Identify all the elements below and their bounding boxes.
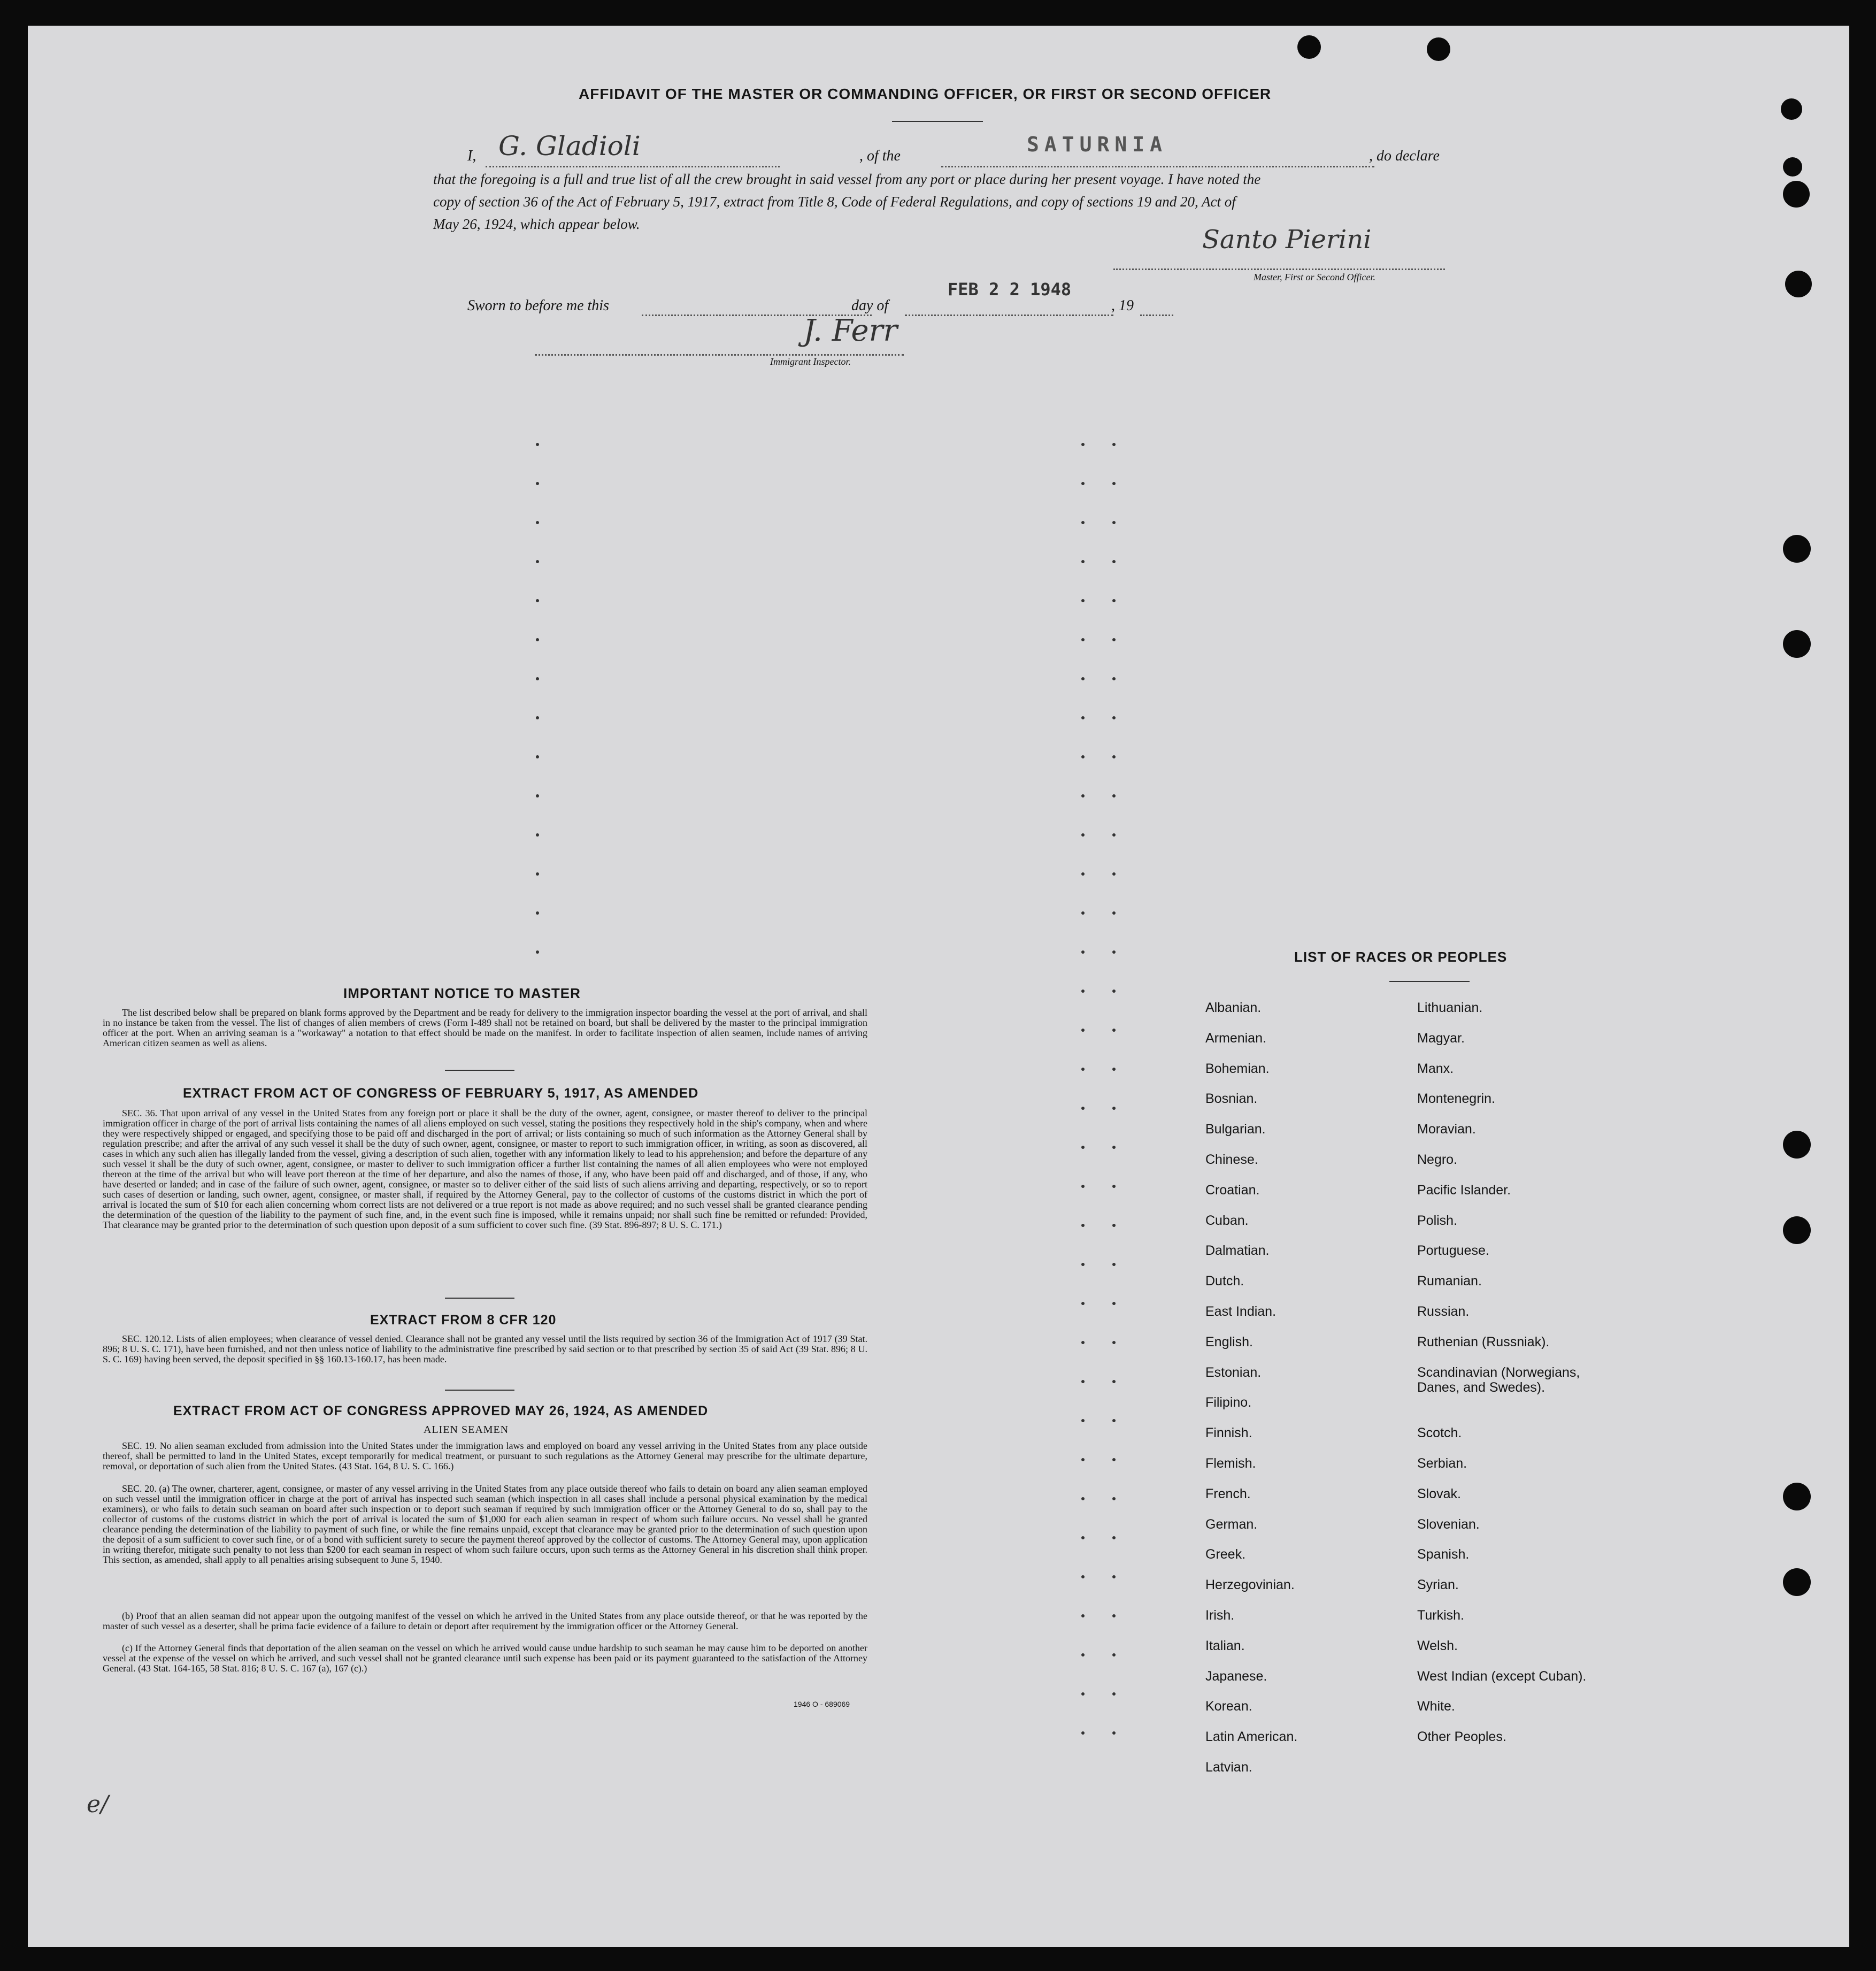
extract-1924-sec20b: (b) Proof that an alien seaman did not appear upon the outgoing manifest of the vessel on which he arrived in the United States from any place outside thereof, or that he was reported by the master of such vessel as a deserter, shall be prima facie evidence of a failure to detain or deport after requirement by the immigration officer or the Attorney General. — [103, 1610, 867, 1631]
year-suffix: , 19 — [1111, 297, 1134, 314]
bleed-dot — [1112, 716, 1116, 719]
race-item: Greek. — [1205, 1547, 1246, 1562]
bleed-dot — [1081, 1068, 1085, 1071]
race-item: Montenegrin. — [1417, 1091, 1495, 1106]
bleed-dot — [1081, 1575, 1085, 1578]
race-item: Dalmatian. — [1205, 1243, 1270, 1258]
race-item: Estonian. — [1205, 1365, 1262, 1380]
bleed-dot — [536, 560, 539, 563]
bleed-dot — [1081, 1731, 1085, 1735]
race-item: Welsh. — [1417, 1638, 1458, 1653]
affidavit-line-2: that the foregoing is a full and true list of all the crew brought in said vessel from any port or place during her present voyage. I have noted the — [433, 171, 1261, 187]
race-item: Filipino. — [1205, 1395, 1252, 1410]
year-line — [1140, 315, 1173, 316]
race-item: Cuban. — [1205, 1213, 1249, 1228]
master-caption: Master, First or Second Officer. — [1254, 272, 1375, 282]
bleed-dot — [1112, 1575, 1116, 1578]
race-item: Bohemian. — [1205, 1061, 1270, 1076]
bleed-dot — [1081, 1692, 1085, 1696]
bleed-dot — [536, 638, 539, 641]
bleed-dot — [1112, 1497, 1116, 1500]
bleed-dot — [1081, 1185, 1085, 1188]
bleed-dot — [1112, 482, 1116, 485]
bleed-dot — [1081, 872, 1085, 876]
race-item: Ruthenian (Russniak). — [1417, 1335, 1550, 1349]
race-item: Spanish. — [1417, 1547, 1470, 1562]
bleed-dot — [1081, 638, 1085, 641]
bleed-dot — [1112, 1458, 1116, 1461]
master-signature-line — [1113, 269, 1445, 270]
race-item: Herzegovinian. — [1205, 1577, 1295, 1592]
date-stamp: FEB 2 2 1948 — [948, 279, 1072, 300]
bleed-dot — [1081, 990, 1085, 993]
race-item: Pacific Islander. — [1417, 1183, 1511, 1198]
document-page — [28, 26, 1849, 1947]
bleed-dot — [1112, 677, 1116, 680]
bleed-dot — [1081, 677, 1085, 680]
margin-mark: e/ — [87, 1791, 109, 1818]
bleed-dot — [1112, 1341, 1116, 1344]
race-item: Turkish. — [1417, 1608, 1464, 1623]
affidavit-i-label: I, — [467, 148, 476, 164]
race-item: East Indian. — [1205, 1304, 1277, 1319]
bleed-dot — [1112, 872, 1116, 876]
bleed-dot — [536, 521, 539, 524]
affidavit-title: AFFIDAVIT OF THE MASTER OR COMMANDING OFFICER, OR FIRST OR SECOND OFFICER — [579, 86, 1272, 102]
bleed-dot — [1112, 521, 1116, 524]
race-item: Russian. — [1417, 1304, 1470, 1319]
alien-seamen-subtitle: ALIEN SEAMEN — [424, 1424, 509, 1436]
race-item: English. — [1205, 1335, 1253, 1349]
race-item: Scotch. — [1417, 1425, 1462, 1440]
bleed-dot — [536, 872, 539, 876]
bleed-dot — [1112, 1107, 1116, 1110]
bleed-dot — [1081, 1263, 1085, 1266]
of-the-label: , of the — [859, 148, 901, 164]
bleed-dot — [1081, 1146, 1085, 1149]
bleed-dot — [1112, 1146, 1116, 1149]
punch-hole — [1427, 37, 1450, 61]
extract-cfr-body: SEC. 120.12. Lists of alien employees; when clearance of vessel denied. Clearance shall not be granted any vessel until the lists required by section 36 of the Immigration Act of 1917 (39 Stat. 896; 8 U. S. C. 171), have been furnished, and not then unless notice of liability to the administrative fine prescribed by said section or to that prescribed by section 35 of said Act (39 Stat. 896; 8 U. S. C. 169) having been served, the deposit specified in §§ 160.13-160.17, has been made. — [103, 1333, 867, 1364]
race-item: Japanese. — [1205, 1669, 1267, 1684]
race-item: Dutch. — [1205, 1274, 1244, 1289]
bleed-dot — [1112, 599, 1116, 602]
bleed-dot — [1112, 1380, 1116, 1383]
race-item: Magyar. — [1417, 1031, 1465, 1046]
bleed-dot — [1081, 755, 1085, 758]
bleed-dot — [1112, 755, 1116, 758]
officer-name-handwritten: G. Gladioli — [498, 131, 641, 162]
extract-1924-sec20c: (c) If the Attorney General finds that deportation of the alien seaman on the vessel on which he arrived would cause undue hardship to such seaman he may cause him to be deported on another vessel at the expense of the vessel on which he arrived, and such vessel shall not be granted clearance until such expense has been paid or its payment guaranteed to the satisfaction of the Attorney General. (43 Stat. 164-165, 58 Stat. 816; 8 U. S. C. 167 (a), 167 (c).) — [103, 1643, 867, 1674]
bleed-dot — [1112, 1068, 1116, 1071]
bleed-dot — [1081, 950, 1085, 954]
bleed-dot — [1081, 1536, 1085, 1539]
race-item: Latin American. — [1205, 1729, 1298, 1744]
bleed-dot — [1112, 1029, 1116, 1032]
race-item: Other Peoples. — [1417, 1729, 1506, 1744]
bleed-dot — [1112, 1185, 1116, 1188]
race-item: Latvian. — [1205, 1760, 1252, 1775]
extract-1917-title: EXTRACT FROM ACT OF CONGRESS OF FEBRUARY 5, 1917, AS AMENDED — [183, 1086, 699, 1101]
name-line — [486, 166, 780, 167]
bleed-dot — [1081, 482, 1085, 485]
extract-1924-sec20a: SEC. 20. (a) The owner, charterer, agent, consignee, or master of any vessel arriving in the United States from any place outside thereof who fails to detain on board any alien seaman employed on such vessel until the immigration officer in charge at the port of arrival has inspected such seaman (which inspection in all cases shall include a personal physical examination by the medical examiners), or who fails to detain such seaman on board after such inspection or to deport such seaman if required by such immigration officer or the Attorney General to do so, shall pay to the collector of customs of the customs district in which the port of arrival is located the sum of $1,000 for each alien seaman in respect of whom such failure occurs. No vessel shall be granted clearance pending the determination of the liability to payment of such fine, or while the fine remains unpaid, except that clearance may be granted prior to the determination of such question upon the deposit of a sum sufficient to cover such fine, or of a bond with sufficient surety to secure the payment thereof approved by the collector of customs. The Attorney General may, upon application in writing therefor, mitigate such penalty to not less than $200 for each seaman in respect of whom such failure occurs, upon such terms as the Attorney General in his discretion shall think proper. This section, as amended, shall apply to all penalties arising subsequent to June 5, 1940. — [103, 1483, 867, 1565]
bleed-dot — [1112, 560, 1116, 563]
bleed-dot — [1112, 990, 1116, 993]
race-item: Negro. — [1417, 1152, 1458, 1167]
race-item: Chinese. — [1205, 1152, 1258, 1167]
race-item: Scandinavian (Norwegians, Danes, and Swedes). — [1417, 1365, 1580, 1395]
race-item: Slovak. — [1417, 1486, 1461, 1501]
bleed-dot — [536, 443, 539, 446]
bleed-dot — [536, 482, 539, 485]
bleed-dot — [1081, 1302, 1085, 1305]
bleed-dot — [1081, 521, 1085, 524]
race-item: Bulgarian. — [1205, 1122, 1266, 1137]
bleed-dot — [1081, 833, 1085, 837]
race-item: Finnish. — [1205, 1425, 1252, 1440]
bleed-dot — [1112, 794, 1116, 797]
bleed-dot — [536, 911, 539, 915]
bleed-dot — [1112, 1536, 1116, 1539]
race-item: Bosnian. — [1205, 1091, 1258, 1106]
bleed-dot — [1081, 599, 1085, 602]
race-item: German. — [1205, 1517, 1258, 1532]
race-item: Rumanian. — [1417, 1274, 1482, 1289]
bleed-dot — [1081, 1107, 1085, 1110]
bleed-dot — [1081, 1653, 1085, 1656]
extract-cfr-title: EXTRACT FROM 8 CFR 120 — [370, 1313, 557, 1328]
do-declare-label: , do declare — [1369, 148, 1440, 164]
bleed-dot — [1081, 1458, 1085, 1461]
bleed-dot — [1112, 1653, 1116, 1656]
affidavit-line-3: copy of section 36 of the Act of February 5, 1917, extract from Title 8, Code of Federal Regulations, and copy of sections 19 and 20, Act of — [433, 194, 1236, 210]
bleed-dot — [1081, 911, 1085, 915]
race-item: Serbian. — [1417, 1456, 1467, 1471]
punch-hole — [1781, 98, 1802, 120]
bleed-dot — [1081, 1224, 1085, 1227]
race-item: White. — [1417, 1699, 1455, 1714]
bleed-dot — [1112, 1302, 1116, 1305]
bleed-dot — [536, 599, 539, 602]
bleed-dot — [1081, 443, 1085, 446]
punch-hole — [1783, 1131, 1811, 1159]
bleed-dot — [1112, 950, 1116, 954]
vessel-line — [941, 166, 1374, 167]
bleed-dot — [1081, 560, 1085, 563]
inspector-signature-line — [535, 354, 904, 356]
inspector-signature: J. Ferr — [803, 313, 898, 348]
extract-1917-body: SEC. 36. That upon arrival of any vessel in the United States from any foreign port or place it shall be the duty of the owner, agent, consignee, or master thereof to deliver to the principal immigration officer in charge of the port of arrival lists containing the names of all aliens employed on such vessel, stating the positions they respectively hold in the ship's company, when and where they were respectively shipped or engaged, and specifying those to be paid off and discharged in the port of arrival; or lists containing so much of such information as the Attorney General shall by regulation prescribe; and after the arrival of any such vessel it shall be the duty of such owner, agent, consignee, or master to report to such immigration officer, in writing, as soon as discovered, all cases in which any such alien has illegally landed from the vessel, giving a description of such alien, together with any information likely to lead to his apprehension; and before the departure of any such vessel it shall be the duty of such owner, agent, consignee, or master to deliver to such immigration officer a further list containing the names of all alien employees who were not employed thereon at the time of the arrival but who will leave port thereon at the time of her departure, and also the names of those, if any, who have been paid off and discharged, and of those, if any, who have deserted or landed; and in case of the failure of such owner, agent, consignee, or master so to deliver either of the said lists of such aliens arriving and departing, respectively, or so to report such cases of desertion or landing, such owner, agent, consignee, or master shall, if required by the Attorney General, pay to the collector of customs of the customs district in which the port of arrival is located the sum of $10 for each alien concerning whom correct lists are not delivered or a true report is not made as above required; and no such vessel shall be granted clearance pending the determination of the question of the liability to the payment of such fine, and, in the event such fine is imposed, while it remains unpaid; nor shall such fine be remitted or refunded: Provided, That clearance may be granted prior to the determination of such question upon deposit of a sum sufficient to cover such fine. (39 Stat. 896-897; 8 U. S. C. 171.) — [103, 1108, 867, 1230]
bleed-dot — [1112, 638, 1116, 641]
punch-hole — [1783, 630, 1811, 658]
print-code: 1946 O - 689069 — [794, 1700, 850, 1708]
bleed-dot — [1112, 1692, 1116, 1696]
bleed-dot — [536, 677, 539, 680]
race-item: Italian. — [1205, 1638, 1245, 1653]
sworn-month-line — [905, 315, 1113, 316]
bleed-dot — [1112, 1731, 1116, 1735]
bleed-dot — [1081, 1341, 1085, 1344]
divider — [445, 1390, 514, 1391]
bleed-dot — [1081, 1614, 1085, 1617]
punch-hole — [1783, 1568, 1811, 1596]
bleed-dot — [1112, 443, 1116, 446]
punch-hole — [1783, 1216, 1811, 1244]
bleed-dot — [536, 950, 539, 954]
punch-hole — [1783, 535, 1811, 563]
race-item: Croatian. — [1205, 1183, 1260, 1198]
vessel-name-stamp: SATURNIA — [1027, 133, 1168, 156]
master-signature: Santo Pierini — [1202, 225, 1372, 255]
affidavit-line-4: May 26, 1924, which appear below. — [433, 216, 640, 232]
race-item: Manx. — [1417, 1061, 1454, 1076]
race-item: French. — [1205, 1486, 1251, 1501]
divider — [445, 1070, 514, 1071]
bleed-dot — [536, 716, 539, 719]
punch-hole — [1297, 35, 1321, 59]
bleed-dot — [1112, 1224, 1116, 1227]
notice-body: The list described below shall be prepared on blank forms approved by the Department and be ready for delivery to the immigration inspector boarding the vessel at the port of arrival, and shall in no instance be taken from the vessel. The list of changes of alien members of crews (Form I-489 shall not be retained on board, but shall be delivered by the master to the principal immigration officer at the port. When an arriving seaman is a "workaway" a notation to that effect should be made on the manifest. In order to facilitate inspection of alien seamen, include names of arriving American citizen seamen as well as aliens. — [103, 1007, 867, 1048]
divider — [892, 121, 983, 122]
extract-1924-title: EXTRACT FROM ACT OF CONGRESS APPROVED MAY 26, 1924, AS AMENDED — [173, 1404, 709, 1418]
punch-hole — [1785, 271, 1812, 297]
punch-hole — [1783, 157, 1802, 177]
bleed-dot — [1112, 1419, 1116, 1422]
divider — [445, 1298, 514, 1299]
extract-1924-sec19: SEC. 19. No alien seaman excluded from admission into the United States under the immigration laws and employed on board any vessel arriving in the United States from any place outside thereof, shall be permitted to land in the United States, except temporarily for medical treatment, or pursuant to such regulations as the Attorney General may prescribe for the ultimate departure, removal, or deportation of such alien from the United States. (43 Stat. 164, 8 U. S. C. 166.) — [103, 1440, 867, 1471]
bleed-dot — [1081, 1380, 1085, 1383]
race-item: West Indian (except Cuban). — [1417, 1669, 1587, 1684]
bleed-dot — [1112, 911, 1116, 915]
bleed-dot — [536, 794, 539, 797]
race-item: Moravian. — [1417, 1122, 1476, 1137]
sworn-label: Sworn to before me this — [467, 297, 609, 314]
bleed-dot — [1081, 1419, 1085, 1422]
bleed-dot — [1081, 716, 1085, 719]
bleed-dot — [1112, 833, 1116, 837]
bleed-dot — [536, 755, 539, 758]
race-item: Slovenian. — [1417, 1517, 1480, 1532]
bleed-dot — [1112, 1614, 1116, 1617]
race-item: Korean. — [1205, 1699, 1252, 1714]
punch-hole — [1783, 1483, 1811, 1510]
notice-title: IMPORTANT NOTICE TO MASTER — [343, 985, 581, 1001]
day-of-label: day of — [851, 297, 889, 314]
race-item: Albanian. — [1205, 1000, 1262, 1015]
races-title: LIST OF RACES OR PEOPLES — [1294, 949, 1508, 965]
bleed-dot — [536, 833, 539, 837]
bleed-dot — [1081, 1497, 1085, 1500]
race-item: Polish. — [1417, 1213, 1458, 1228]
divider — [1389, 981, 1470, 982]
bleed-dot — [1081, 1029, 1085, 1032]
race-item: Portuguese. — [1417, 1243, 1489, 1258]
race-item: Irish. — [1205, 1608, 1235, 1623]
inspector-caption: Immigrant Inspector. — [770, 356, 851, 367]
race-item: Armenian. — [1205, 1031, 1266, 1046]
race-item: Lithuanian. — [1417, 1000, 1483, 1015]
bleed-dot — [1112, 1263, 1116, 1266]
race-item: Syrian. — [1417, 1577, 1459, 1592]
race-item: Flemish. — [1205, 1456, 1256, 1471]
punch-hole — [1783, 181, 1810, 208]
bleed-dot — [1081, 794, 1085, 797]
